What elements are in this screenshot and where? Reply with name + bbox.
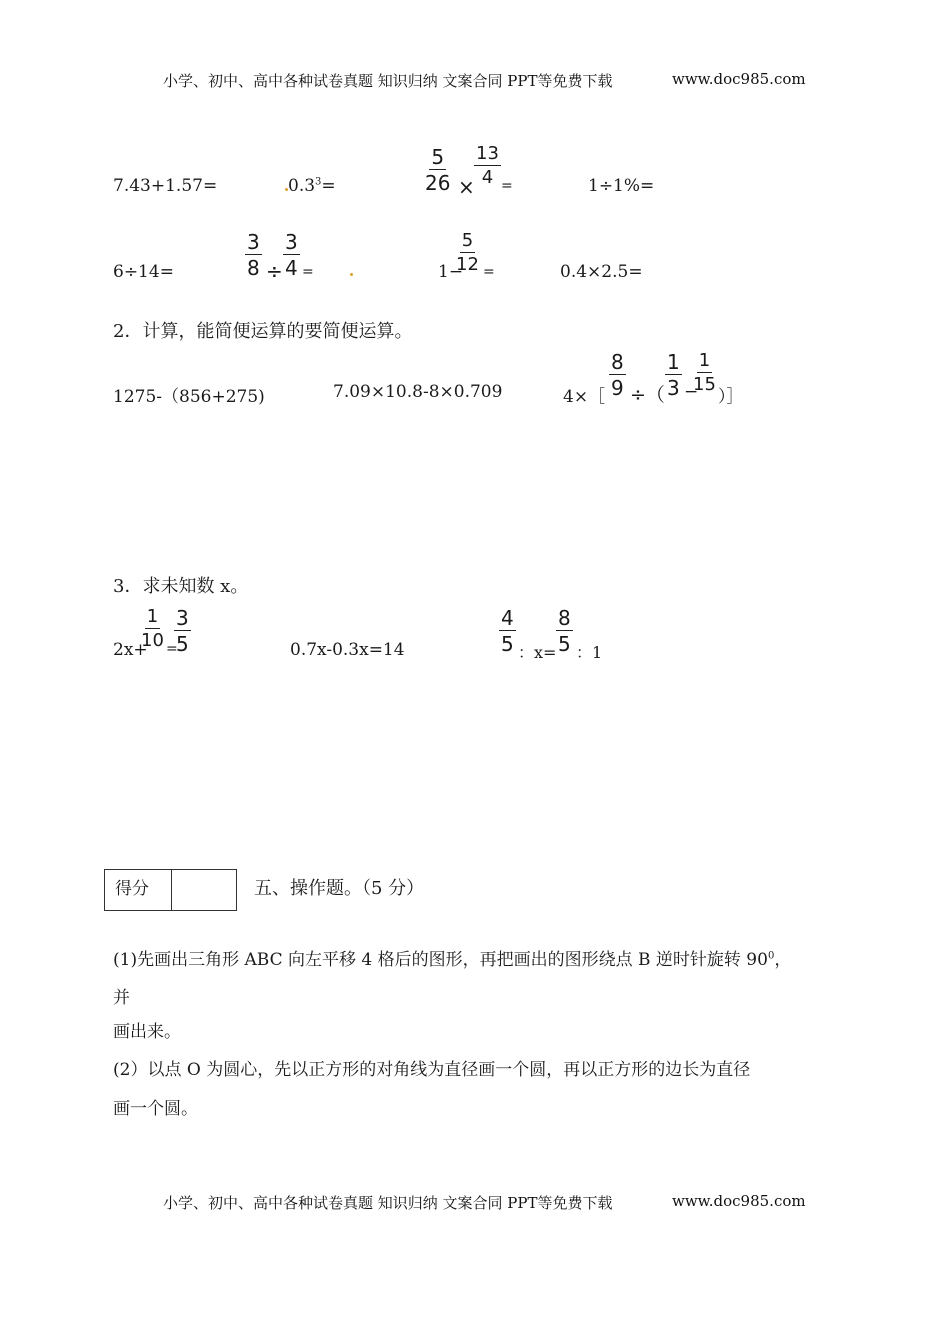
problem-1-2: $0.3^3=$ — [288, 176, 336, 196]
equals-sign: = — [166, 641, 178, 657]
footer-text: 小学、初中、高中各种试卷真题 知识归纳 文案合同 PPT等免费下载 — [163, 1194, 613, 1212]
section-5-title: 五、操作题。（5 分） — [254, 878, 425, 899]
minus-sign: − — [684, 382, 699, 402]
question-1-line-1: (1)先画出三角形 ABC 向左平移 4 格后的图形，再把画出的图形绕点 B 逆时针旋转 $90^0$， — [113, 950, 792, 970]
fraction-5-12: $\frac{5}{12}$ — [456, 230, 479, 275]
question-2-line-2: 画一个圆。 — [113, 1099, 198, 1119]
equals-sign: = — [483, 264, 495, 280]
fraction-5-26: $\frac{5}{26}$ — [425, 145, 451, 195]
fraction-1-10: $\frac{1}{10}$ — [141, 606, 164, 651]
score-box — [104, 869, 237, 911]
close-brackets: ）］ — [718, 387, 744, 407]
fraction-8-5: $\frac{8}{5}$ — [558, 606, 571, 656]
fraction-13-4: $\frac{13}{4}$ — [476, 143, 499, 188]
score-label: 得分 — [115, 879, 149, 899]
header-url: www.doc985.com — [672, 70, 806, 88]
problem-s3-2: 0.7x-0.3x=14 — [290, 640, 405, 660]
two-x-plus: 2x+ — [113, 640, 148, 660]
four-times-bracket: 4×［ — [563, 387, 606, 407]
header-text: 小学、初中、高中各种试卷真题 知识归纳 文案合同 PPT等免费下载 — [163, 72, 613, 90]
fraction-4-5: $\frac{4}{5}$ — [501, 606, 514, 656]
fraction-3-4: $\frac{3}{4}$ — [285, 230, 298, 280]
section-3-title: 3．求未知数 x。 — [113, 576, 249, 597]
times-sign: × — [458, 175, 475, 199]
divide-sign: ÷ — [266, 259, 283, 283]
fraction-1-3: $\frac{1}{3}$ — [667, 350, 680, 400]
question-1-line-3: 画出来。 — [113, 1022, 181, 1042]
score-box-divider — [171, 870, 172, 910]
question-2-line-1: (2）以点 O 为圆心，先以正方形的对角线为直径画一个圆，再以正方形的边长为直径 — [113, 1060, 751, 1080]
ratio-one: ：1 — [576, 643, 603, 662]
one-minus: 1− — [438, 262, 464, 282]
equals-sign: = — [501, 178, 513, 194]
decorative-dot — [350, 273, 353, 276]
problem-1-4: 1÷1%= — [588, 176, 655, 196]
question-1-line-2: 并 — [113, 988, 130, 1008]
fraction-3-8: $\frac{3}{8}$ — [247, 230, 260, 280]
problem-1-1: 7.43+1.57= — [113, 176, 218, 196]
equals-sign: = — [302, 264, 314, 280]
problem-2-4: 0.4×2.5= — [560, 262, 643, 282]
footer-url: www.doc985.com — [672, 1192, 806, 1210]
fraction-1-15: $\frac{1}{15}$ — [693, 350, 716, 395]
problem-2-1: 6÷14= — [113, 262, 174, 282]
divide-paren: ÷（ — [630, 384, 665, 406]
problem-s2-1: 1275-（856+275) — [113, 387, 265, 407]
fraction-8-9: $\frac{8}{9}$ — [611, 350, 624, 400]
ratio-x-equals: ：x= — [518, 643, 557, 662]
fraction-3-5: $\frac{3}{5}$ — [176, 606, 189, 656]
section-2-title: 2．计算，能简便运算的要简便运算。 — [113, 321, 413, 342]
problem-s2-2: 7.09×10.8-8×0.709 — [333, 382, 503, 402]
